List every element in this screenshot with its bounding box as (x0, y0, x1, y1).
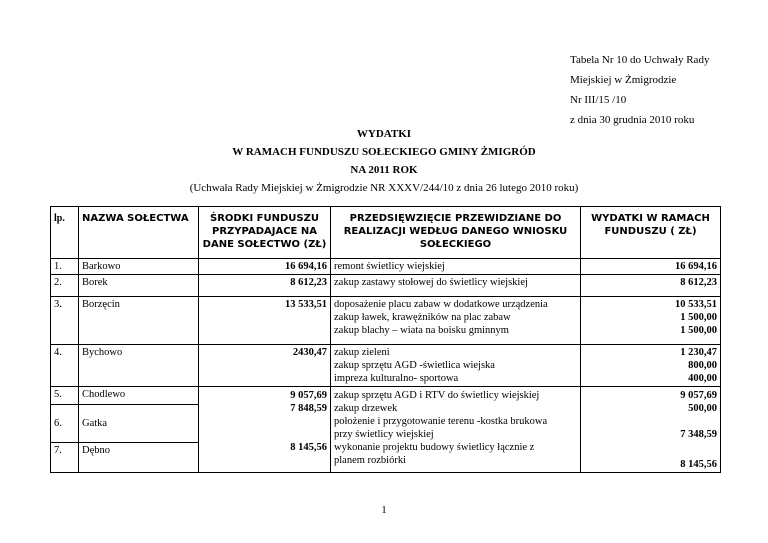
fund-line: 9 057,69 (290, 390, 327, 401)
task-line: zakup ławek, krawężników na plac zabaw (334, 312, 511, 323)
expense-line: 800,00 (688, 360, 717, 371)
reference-line: Nr III/15 /10 (570, 94, 627, 106)
page-number: 1 (381, 504, 387, 516)
expense-line: 1 230,47 (680, 347, 717, 358)
expense-line: 8 145,56 (680, 459, 717, 470)
reference-line: z dnia 30 grudnia 2010 roku (570, 114, 695, 126)
expense-line (584, 415, 717, 428)
cell-expense: 16 694,16 (581, 259, 721, 275)
expense-line: 1 500,00 (680, 325, 717, 336)
document-title: WYDATKI (356, 128, 412, 140)
cell-task: remont świetlicy wiejskiej (331, 259, 581, 275)
cell-task: zakup zastawy stołowej do świetlicy wiejskiej (331, 275, 581, 297)
cell-fund: 8 612,23 (199, 275, 331, 297)
expense-line: 400,00 (688, 373, 717, 384)
task-line: impreza kulturalno- sportowa (334, 373, 459, 384)
cell-name: Barkowo (79, 259, 199, 275)
expense-line: 500,00 (688, 403, 717, 414)
table-row (51, 259, 721, 275)
cell-expense (581, 345, 721, 387)
header-fund: ŚRODKI FUNDUSZU PRZYPADAJACE NA DANE SOŁECTWO (ZŁ) (199, 207, 331, 259)
cell-name: Gatka (79, 405, 199, 443)
expenses-table (50, 206, 721, 473)
cell-name: Bychowo (79, 345, 199, 387)
document-header-reference (570, 50, 709, 130)
header-name: NAZWA SOŁECTWA (79, 207, 199, 259)
cell-expense-group (581, 387, 721, 473)
table-row (51, 387, 721, 405)
cell-task-group (331, 387, 581, 473)
header-task: PRZEDSIĘWZIĘCIE PRZEWIDZIANE DO REALIZACJI WEDŁUG DANEGO WNIOSKU SOŁECKIEGO (331, 207, 581, 259)
document-title-line: NA 2011 ROK (350, 164, 418, 176)
fund-line (202, 428, 327, 441)
header-expense: WYDATKI W RAMACH FUNDUSZU ( ZŁ) (581, 207, 721, 259)
cell-fund: 2430,47 (199, 345, 331, 387)
table-row (51, 345, 721, 387)
task-line: doposażenie placu zabaw w dodatkowe urządzenia (334, 299, 548, 310)
expense-line: 7 348,59 (680, 429, 717, 440)
cell-name: Chodlewo (79, 387, 199, 405)
cell-name: Borzęcin (79, 297, 199, 345)
table-row (51, 297, 721, 345)
table-header-row (51, 207, 721, 259)
cell-task (331, 345, 581, 387)
reference-line: Tabela Nr 10 do Uchwały Rady (570, 54, 710, 66)
cell-lp: 4. (51, 345, 79, 387)
fund-line: 8 145,56 (290, 442, 327, 453)
cell-expense: 8 612,23 (581, 275, 721, 297)
expense-line (584, 441, 717, 454)
task-line: zakup sprzętu AGD -świetlica wiejska (334, 360, 495, 371)
cell-lp: 2. (51, 275, 79, 297)
document-title-line: W RAMACH FUNDUSZU SOŁECKIEGO GMINY ŻMIGRÓD (232, 146, 536, 158)
cell-lp: 1. (51, 259, 79, 275)
task-line: zakup drzewek (334, 403, 398, 414)
cell-fund: 13 533,51 (199, 297, 331, 345)
expense-line: 10 533,51 (675, 299, 717, 310)
task-line: zakup zieleni (334, 347, 390, 358)
fund-line: 7 848,59 (290, 403, 327, 414)
cell-lp: 6. (51, 405, 79, 443)
fund-line (202, 415, 327, 428)
cell-lp: 7. (51, 443, 79, 473)
expense-line: 1 500,00 (680, 312, 717, 323)
cell-fund: 16 694,16 (199, 259, 331, 275)
task-line: zakup sprzętu AGD i RTV do świetlicy wiejskiej (334, 390, 540, 401)
expense-line: 9 057,69 (680, 390, 717, 401)
task-line: wykonanie projektu budowy świetlicy łącznie z (334, 442, 535, 453)
cell-name: Dębno (79, 443, 199, 473)
reference-line: Miejskiej w Żmigrodzie (570, 74, 677, 86)
document-subtitle: (Uchwała Rady Miejskiej w Żmigrodzie NR XXXV/244/10 z dnia 26 lutego 2010 roku) (189, 182, 579, 194)
header-lp: lp. (51, 207, 79, 259)
cell-task (331, 297, 581, 345)
cell-fund-group (199, 387, 331, 473)
cell-lp: 3. (51, 297, 79, 345)
cell-lp: 5. (51, 387, 79, 405)
task-line: przy świetlicy wiejskiej (334, 429, 434, 440)
task-line: zakup blachy – wiata na boisku gminnym (334, 325, 509, 336)
cell-expense (581, 297, 721, 345)
cell-name: Borek (79, 275, 199, 297)
task-line: położenie i przygotowanie terenu -kostka brukowa (334, 416, 548, 427)
table-row (51, 275, 721, 297)
task-line: planem rozbiórki (334, 455, 407, 466)
